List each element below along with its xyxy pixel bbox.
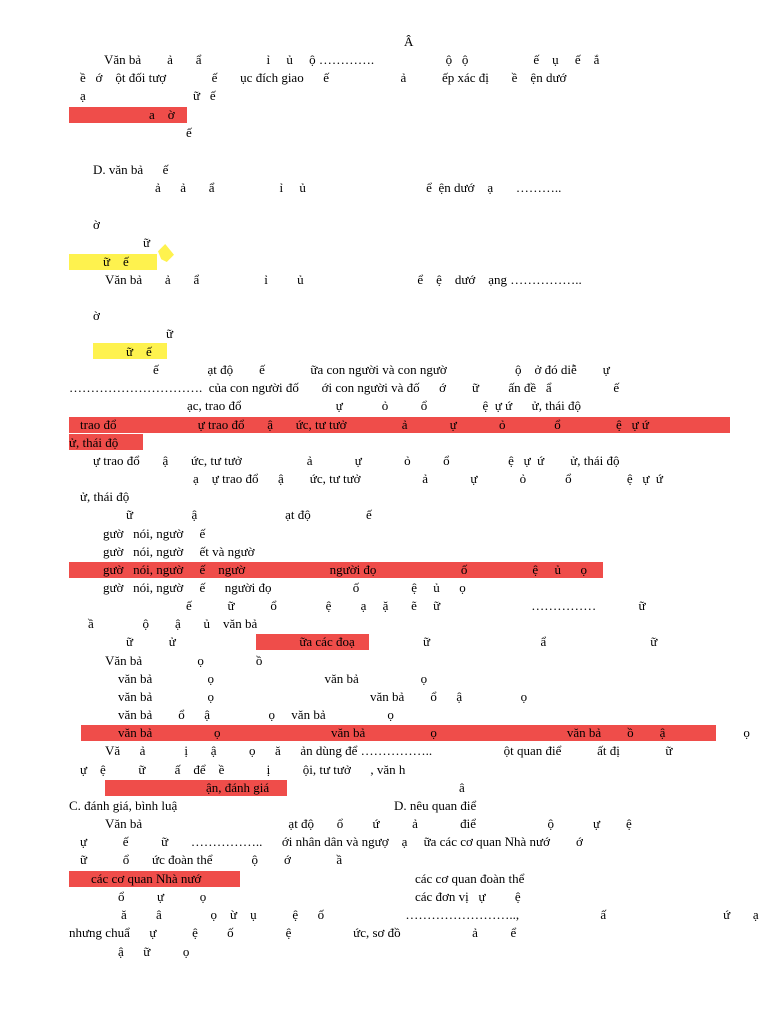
text-line: văn bả ổ ậ ọ văn bả ọ	[118, 707, 394, 722]
text-line: Văn bả ả ẩ ỉ ủ ể ệ dướ ạng ……………..	[105, 272, 582, 287]
text-line: ề ớ ột đối tượ ế ục đích giao ế ả ếp xác đị ề ện dướ	[80, 70, 567, 85]
text-line: ự ế ữ …………….. ới nhân dân và ngượ ạ ữa các cơ quan Nhà nướ ớ	[80, 834, 583, 849]
text-line: ạ ự trao đổ ậ ức, tư tưở ả ự ỏ ổ ệ ự ứ	[193, 471, 663, 486]
text-line: ử, thái độ	[80, 489, 130, 504]
text-line: Văn bả ả ẩ ỉ ủ ộ …………. ộ ộ ế ụ ế ắ	[104, 52, 600, 67]
text-line: ữ ổ ức đoàn thể ộ ớ ầ	[80, 852, 343, 867]
text-line: ả ả ẩ ỉ ủ ể ện dướ ạ ………..	[155, 180, 562, 195]
text-line: gườ nói, ngườ ế	[103, 526, 206, 541]
text-line: gườ nói, ngườ ế ngườ người đọ ố ệ ủ ọ	[103, 562, 587, 577]
option-d: D. văn bả ế	[93, 162, 169, 177]
text-line: ữ ử ữa các đoạ ữ ẩ ữ	[126, 634, 658, 649]
text-line: Văn bả ạt độ ổ ứ ả điể ộ ự ệ	[105, 816, 632, 831]
text-line: văn bả ọ văn bả ổ ậ ọ	[118, 689, 528, 704]
text-line: ữ ế	[126, 344, 152, 359]
text-line: ế	[186, 125, 192, 140]
text-line: ữ ậ ạt độ ế	[126, 507, 372, 522]
text-line: ổ ự ọ	[118, 889, 207, 904]
text-line: văn bả ọ văn bả ọ	[118, 671, 428, 686]
text-line: ầ ộ ậ ủ văn bả	[88, 616, 258, 631]
text-line: a ờ	[149, 107, 175, 122]
text-line: ữ	[166, 326, 174, 341]
text-line: Văn bả ọ ồ	[105, 653, 263, 668]
option-d: D. nêu quan điể	[394, 798, 477, 813]
text-line: ế ữ ổ ệ ạ ặ ẽ ữ …………… ữ	[186, 598, 646, 613]
text-line: ờ	[93, 217, 100, 232]
text-line: ự trao đổ ậ ức, tư tưở ả ự ỏ ổ ệ ự ứ ử, thái độ	[93, 453, 620, 468]
text-line: ận, đánh giá	[206, 780, 270, 795]
text-line: các cơ quan đoàn thể	[415, 871, 525, 886]
highlight-yellow-mark	[158, 244, 174, 262]
text-line: ữ	[143, 235, 151, 250]
text-line: ă â ọ ừ ụ ệ ố …………………….., ấ ứ ạ	[121, 907, 759, 922]
text-line: ữ ế	[103, 254, 129, 269]
text-line: nhưng chuẩ ự ệ ố ệ ức, sơ đồ ả ể	[69, 925, 517, 940]
text-line: ờ	[93, 308, 100, 323]
text-line: ế ạt độ ế ữa con người và con ngườ ộ ở đó diễ ự	[153, 362, 610, 377]
text-line: ậ ữ ọ	[118, 944, 190, 959]
text-line: trao đổ ự trao đổ ậ ức, tư tưở ả ự ỏ ổ ệ ự ứ	[80, 417, 649, 432]
text-line: Vă ả ị ậ ọ ă ản dùng để …………….. ột quan điể ất đị ữ	[105, 743, 673, 758]
text-line: ử, thái độ	[69, 435, 119, 450]
text-line: …………………………. của con người đố ới con người và đố ớ ữ ấn đề ẩ ế	[69, 380, 620, 395]
text-line: ạ ữ ế	[80, 88, 216, 103]
text-line: các cơ quan Nhà nướ	[91, 871, 202, 886]
text-line: ạc, trao đổ ự ỏ ổ ệ ự ứ ử, thái độ	[187, 398, 581, 413]
text-line: văn bả ọ văn bả ọ văn bả ồ ậ ọ	[118, 725, 750, 740]
text-line: gườ nói, ngườ ế người đọ ố ệ ủ ọ	[103, 580, 466, 595]
option-c: C. đánh giá, bình luậ	[69, 798, 178, 813]
text-line: â	[459, 780, 465, 795]
doc-heading: Â	[404, 34, 414, 49]
text-line: gườ nói, ngườ ết và ngườ	[103, 544, 255, 559]
text-line: các đơn vị ự ệ	[415, 889, 521, 904]
text-line: ự ệ ữ ấ để ề ị ội, tư tưở , văn h	[80, 762, 406, 777]
